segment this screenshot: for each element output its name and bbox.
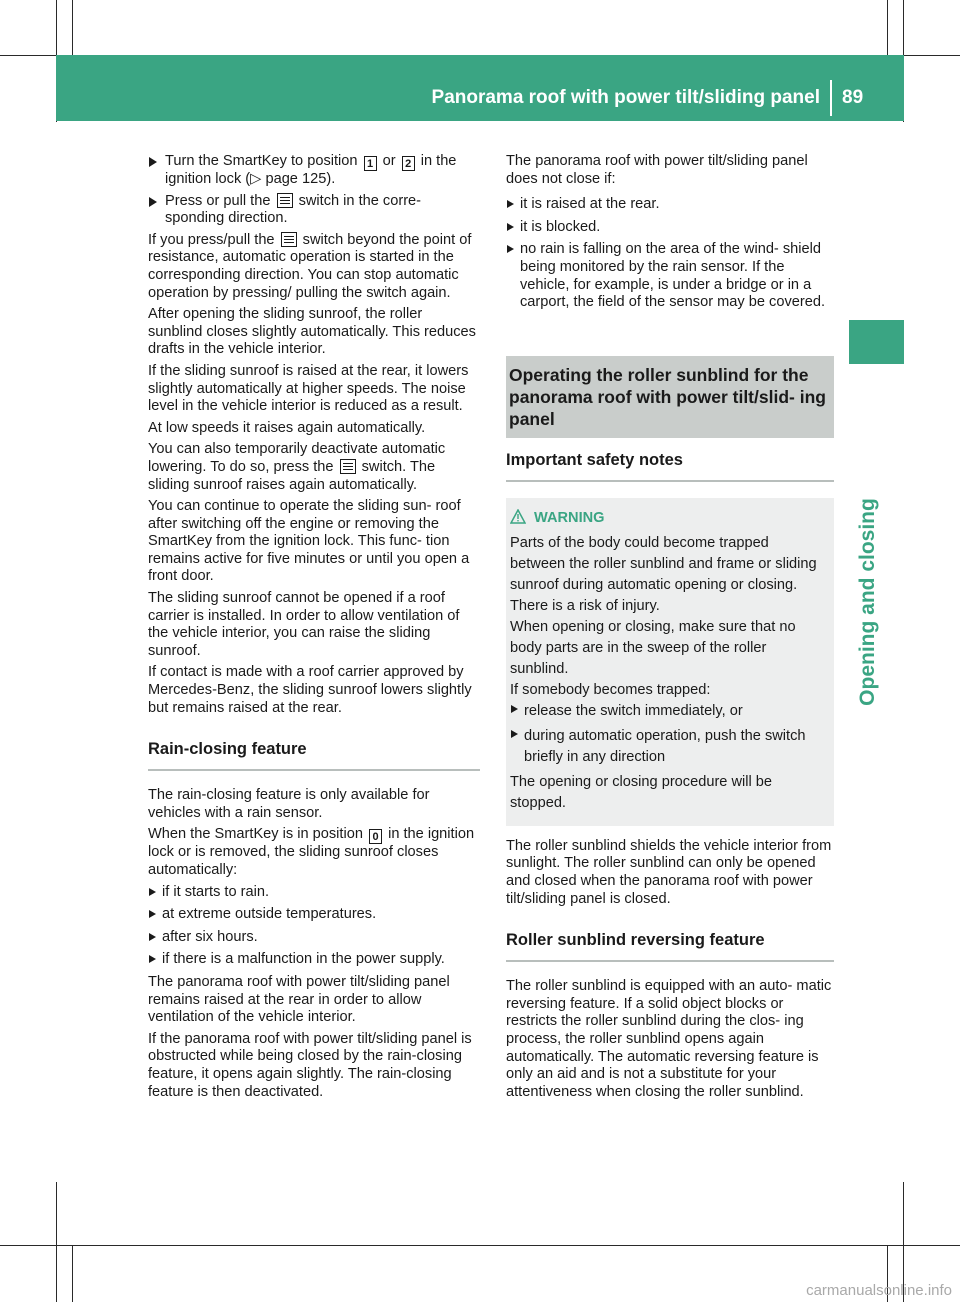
list-item: release the switch immediately, or: [510, 701, 828, 722]
list-item: if it starts to rain.: [148, 884, 480, 902]
step-turn-key: Turn the SmartKey to position 1 or 2 in the ignition lock (▷ page 125).: [148, 153, 480, 189]
list-item: after six hours.: [148, 929, 480, 947]
paragraph: The sliding sunroof cannot be opened if a roof carrier is installed. In order to allow ventilation of the vehicle interior, you can raise the sliding sunroof.: [148, 590, 460, 659]
list-item: no rain is falling on the area of the wind- shield being monitored by the rain sensor. If the vehicle, for example, is under a bridge or in a carport, the field of the sensor may be covered.: [506, 241, 834, 311]
list-item: it is blocked.: [506, 219, 834, 237]
section-heading-reversing: Roller sunblind reversing feature: [506, 930, 834, 962]
paragraph: The panorama roof with power tilt/sliding panel does not close if:: [506, 153, 808, 187]
header-divider: [830, 80, 832, 116]
warning-text: If somebody becomes trapped:: [510, 681, 711, 698]
list-item: at extreme outside temperatures.: [148, 906, 480, 924]
key-position-2-icon: 2: [402, 156, 415, 171]
list-item: during automatic operation, push the switch briefly in any direction: [510, 726, 828, 768]
paragraph: If you press/pull the switch beyond the point of resistance, automatic operation is started in the corresponding direction. You can stop automatic operation by pressing/ pulling the switch again.: [148, 231, 472, 301]
chapter-heading-box: Operating the roller sunblind for the panorama roof with power tilt/slid- ing panel: [506, 356, 834, 438]
paragraph: When the SmartKey is in position 0 in the ignition lock or is removed, the sliding sunroof closes automatically:: [148, 826, 475, 878]
page-title: Panorama roof with power tilt/sliding panel: [431, 87, 820, 108]
sunroof-switch-icon: [281, 232, 297, 247]
paragraph: If contact is made with a roof carrier approved by Mercedes-Benz, the sliding sunroof lowers slightly but remains raised at the rear.: [148, 664, 472, 716]
paragraph: You can continue to operate the sliding sun- roof after switching off the engine or removing the SmartKey from the ignition lock. This func- tion remains active for five minutes or until you open a front door.: [148, 498, 470, 585]
right-column: [506, 153, 834, 1105]
watermark: carmanualsonline.info: [806, 1282, 952, 1299]
page-reference-icon: ▷: [250, 171, 262, 187]
paragraph: The rain-closing feature is only available for vehicles with a rain sensor.: [148, 787, 430, 821]
warning-triangle-icon: [510, 509, 526, 524]
paragraph: If the panorama roof with power tilt/sliding panel is obstructed while being closed by the rain-closing feature, it opens again slightly. The rain-closing feature is then deactivated.: [148, 1030, 472, 1100]
crop-mark: [72, 0, 73, 55]
paragraph: The roller sunblind is equipped with an auto- matic reversing feature. If a solid object blocks or restricts the roller sunblind during the clos- ing process, the roller sunblind opens again automatically. The automatic reversing feature is only an aid and is not a substitute for your attentiveness when closing the roller sunblind.: [506, 978, 832, 1100]
page-number: 89: [842, 87, 864, 108]
warning-text: The opening or closing procedure will be stopped.: [510, 773, 773, 811]
warning-text: When opening or closing, make sure that no body parts are in the sweep of the roller sunblind.: [510, 618, 796, 677]
side-tab-label: Opening and closing: [856, 498, 879, 706]
list-item: if there is a malfunction in the power supply.: [148, 951, 480, 969]
sunroof-switch-icon: [277, 193, 293, 208]
paragraph: At low speeds it raises again automatically.: [148, 419, 426, 436]
list-item: it is raised at the rear.: [506, 196, 834, 214]
paragraph: The roller sunblind shields the vehicle interior from sunlight. The roller sunblind can only be opened and closed when the panorama roof with power tilt/sliding panel is closed.: [506, 837, 832, 907]
warning-box: [506, 498, 834, 826]
key-position-1-icon: 1: [364, 156, 377, 171]
left-column: [148, 153, 480, 1105]
section-heading-rain-closing: Rain-closing feature: [148, 739, 480, 771]
paragraph: After opening the sliding sunroof, the roller sunblind closes slightly automatically. This reduces drafts in the vehicle interior.: [148, 306, 476, 358]
warning-text: Parts of the body could become trapped between the roller sunblind and frame or sliding sunroof during automatic opening or closing. There is a risk of injury.: [510, 534, 817, 614]
sunroof-switch-icon: [340, 459, 356, 474]
warning-heading: WARNING: [510, 508, 828, 529]
key-position-0-icon: 0: [369, 829, 382, 844]
step-press-switch: Press or pull the switch in the corre- sponding direction.: [148, 193, 480, 228]
paragraph: If the sliding sunroof is raised at the rear, it lowers slightly automatically at higher speeds. The noise level in the vehicle interior is reduced as a result.: [148, 362, 469, 415]
crop-mark: [0, 1245, 960, 1246]
paragraph: The panorama roof with power tilt/sliding panel remains raised at the rear in order to allow ventilation of the vehicle interior.: [148, 973, 450, 1026]
side-tab-block: [849, 320, 904, 364]
paragraph: You can also temporarily deactivate automatic lowering. To do so, press the switch. The sliding sunroof raises again automatically.: [148, 441, 446, 493]
section-heading-safety: Important safety notes: [506, 450, 834, 482]
crop-mark: [887, 0, 888, 55]
